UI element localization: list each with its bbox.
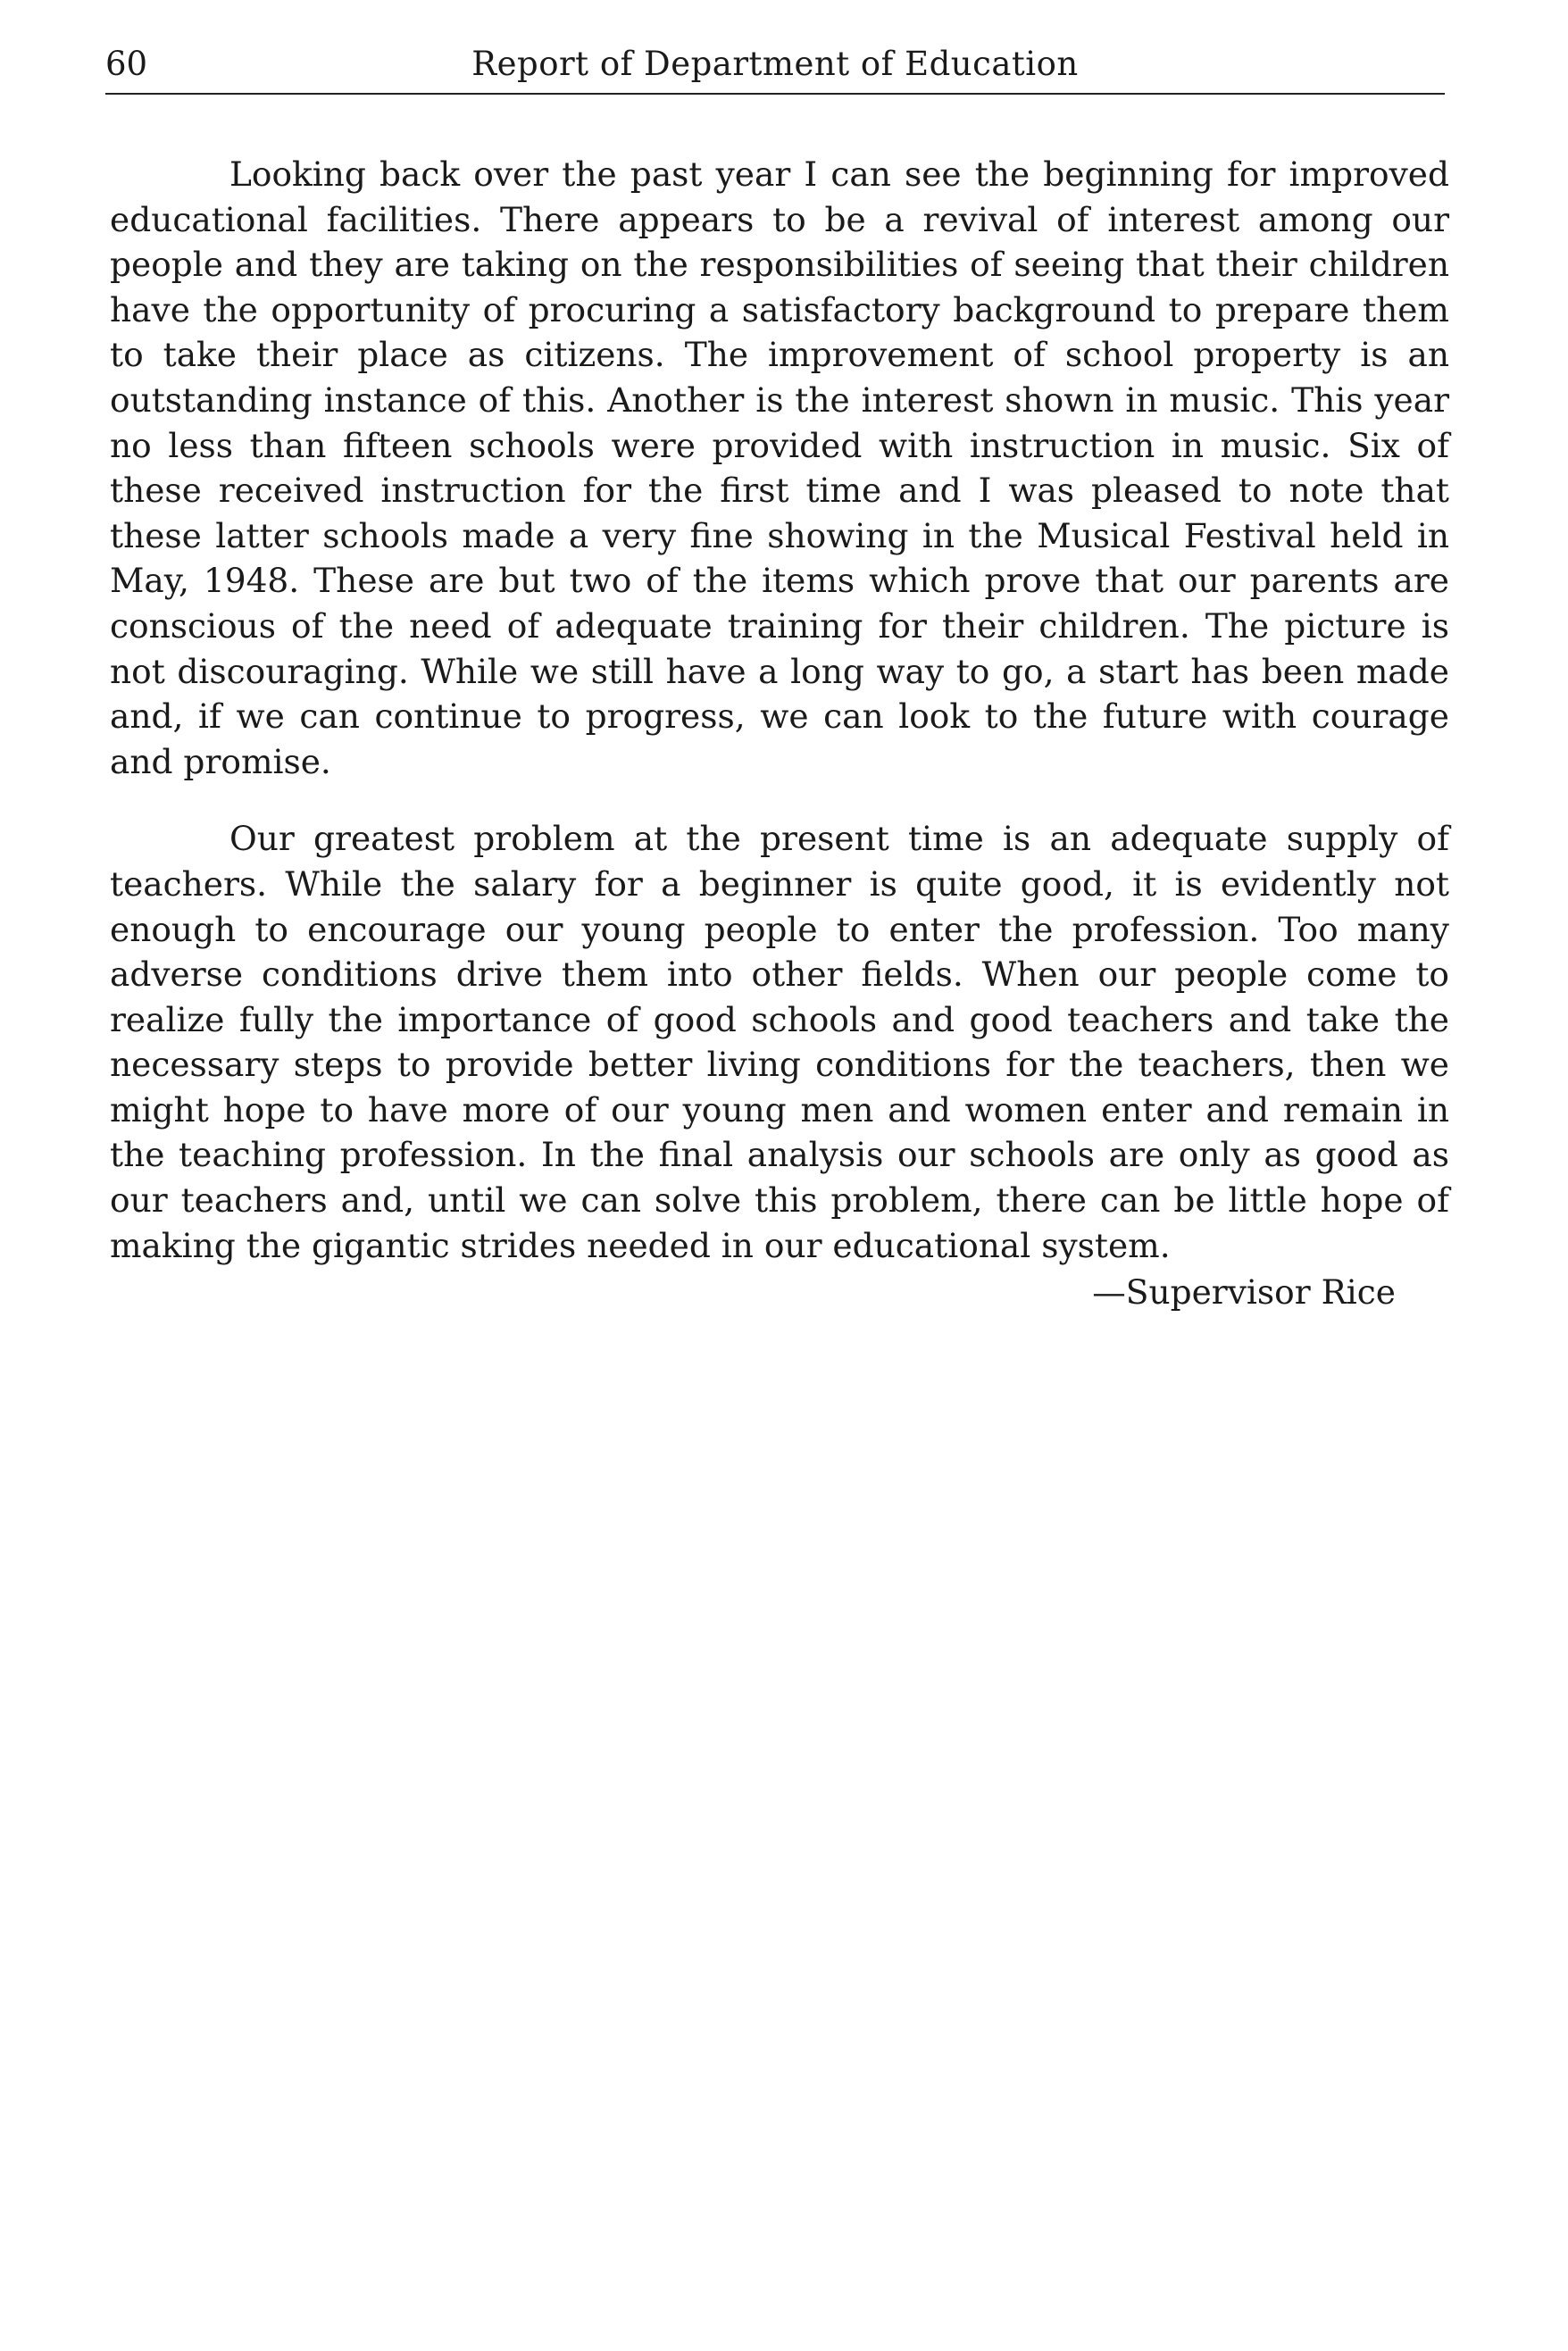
paragraph-past-year: Looking back over the past year I can see the beginning for improved educational facilities. There appears to be a revival of interest among our people and they are taking on the responsibilities of seeing that their children have the opportunity of procuring a satisfactory background to prepare them to take their place as citizens. The improvement of school property is an outstanding instance of this. Another is the interest shown in music. This year no less than fifteen schools were provided with instruction in music. Six of these received instruction for the first time and I was pleased to note that these latter schools made a very fine showing in the Musical Festival held in May, 1948. These are but two of the items which prove that our parents are conscious of the need of adequate training for their children. The picture is not discouraging. While we still have a long way to go, a start has been made and, if we can continue to progress, we can look to the future with courage and promise. <box>110 154 1449 781</box>
running-title: Report of Department of Education <box>471 45 1079 83</box>
running-header <box>105 41 1445 95</box>
paragraph-teacher-supply: Our greatest problem at the present time is an adequate supply of teachers. While the salary for a beginner is quite good, it is evidently not enough to encourage our young people to enter the profession. Too many adverse conditions drive them into other fields. When our people come to realize fully the importance of good schools and good teachers and take the necessary steps to provide better living conditions for the teachers, then we might hope to have more of our young men and women enter and remain in the teaching profession. In the final analysis our schools are only as good as our teachers and, until we can solve this problem, there can be little hope of making the gigantic strides needed in our educational system. <box>110 819 1449 1265</box>
body-text <box>110 152 1449 1315</box>
signature: —Supervisor Rice <box>1092 1272 1396 1313</box>
page-number: 60 <box>105 45 148 83</box>
